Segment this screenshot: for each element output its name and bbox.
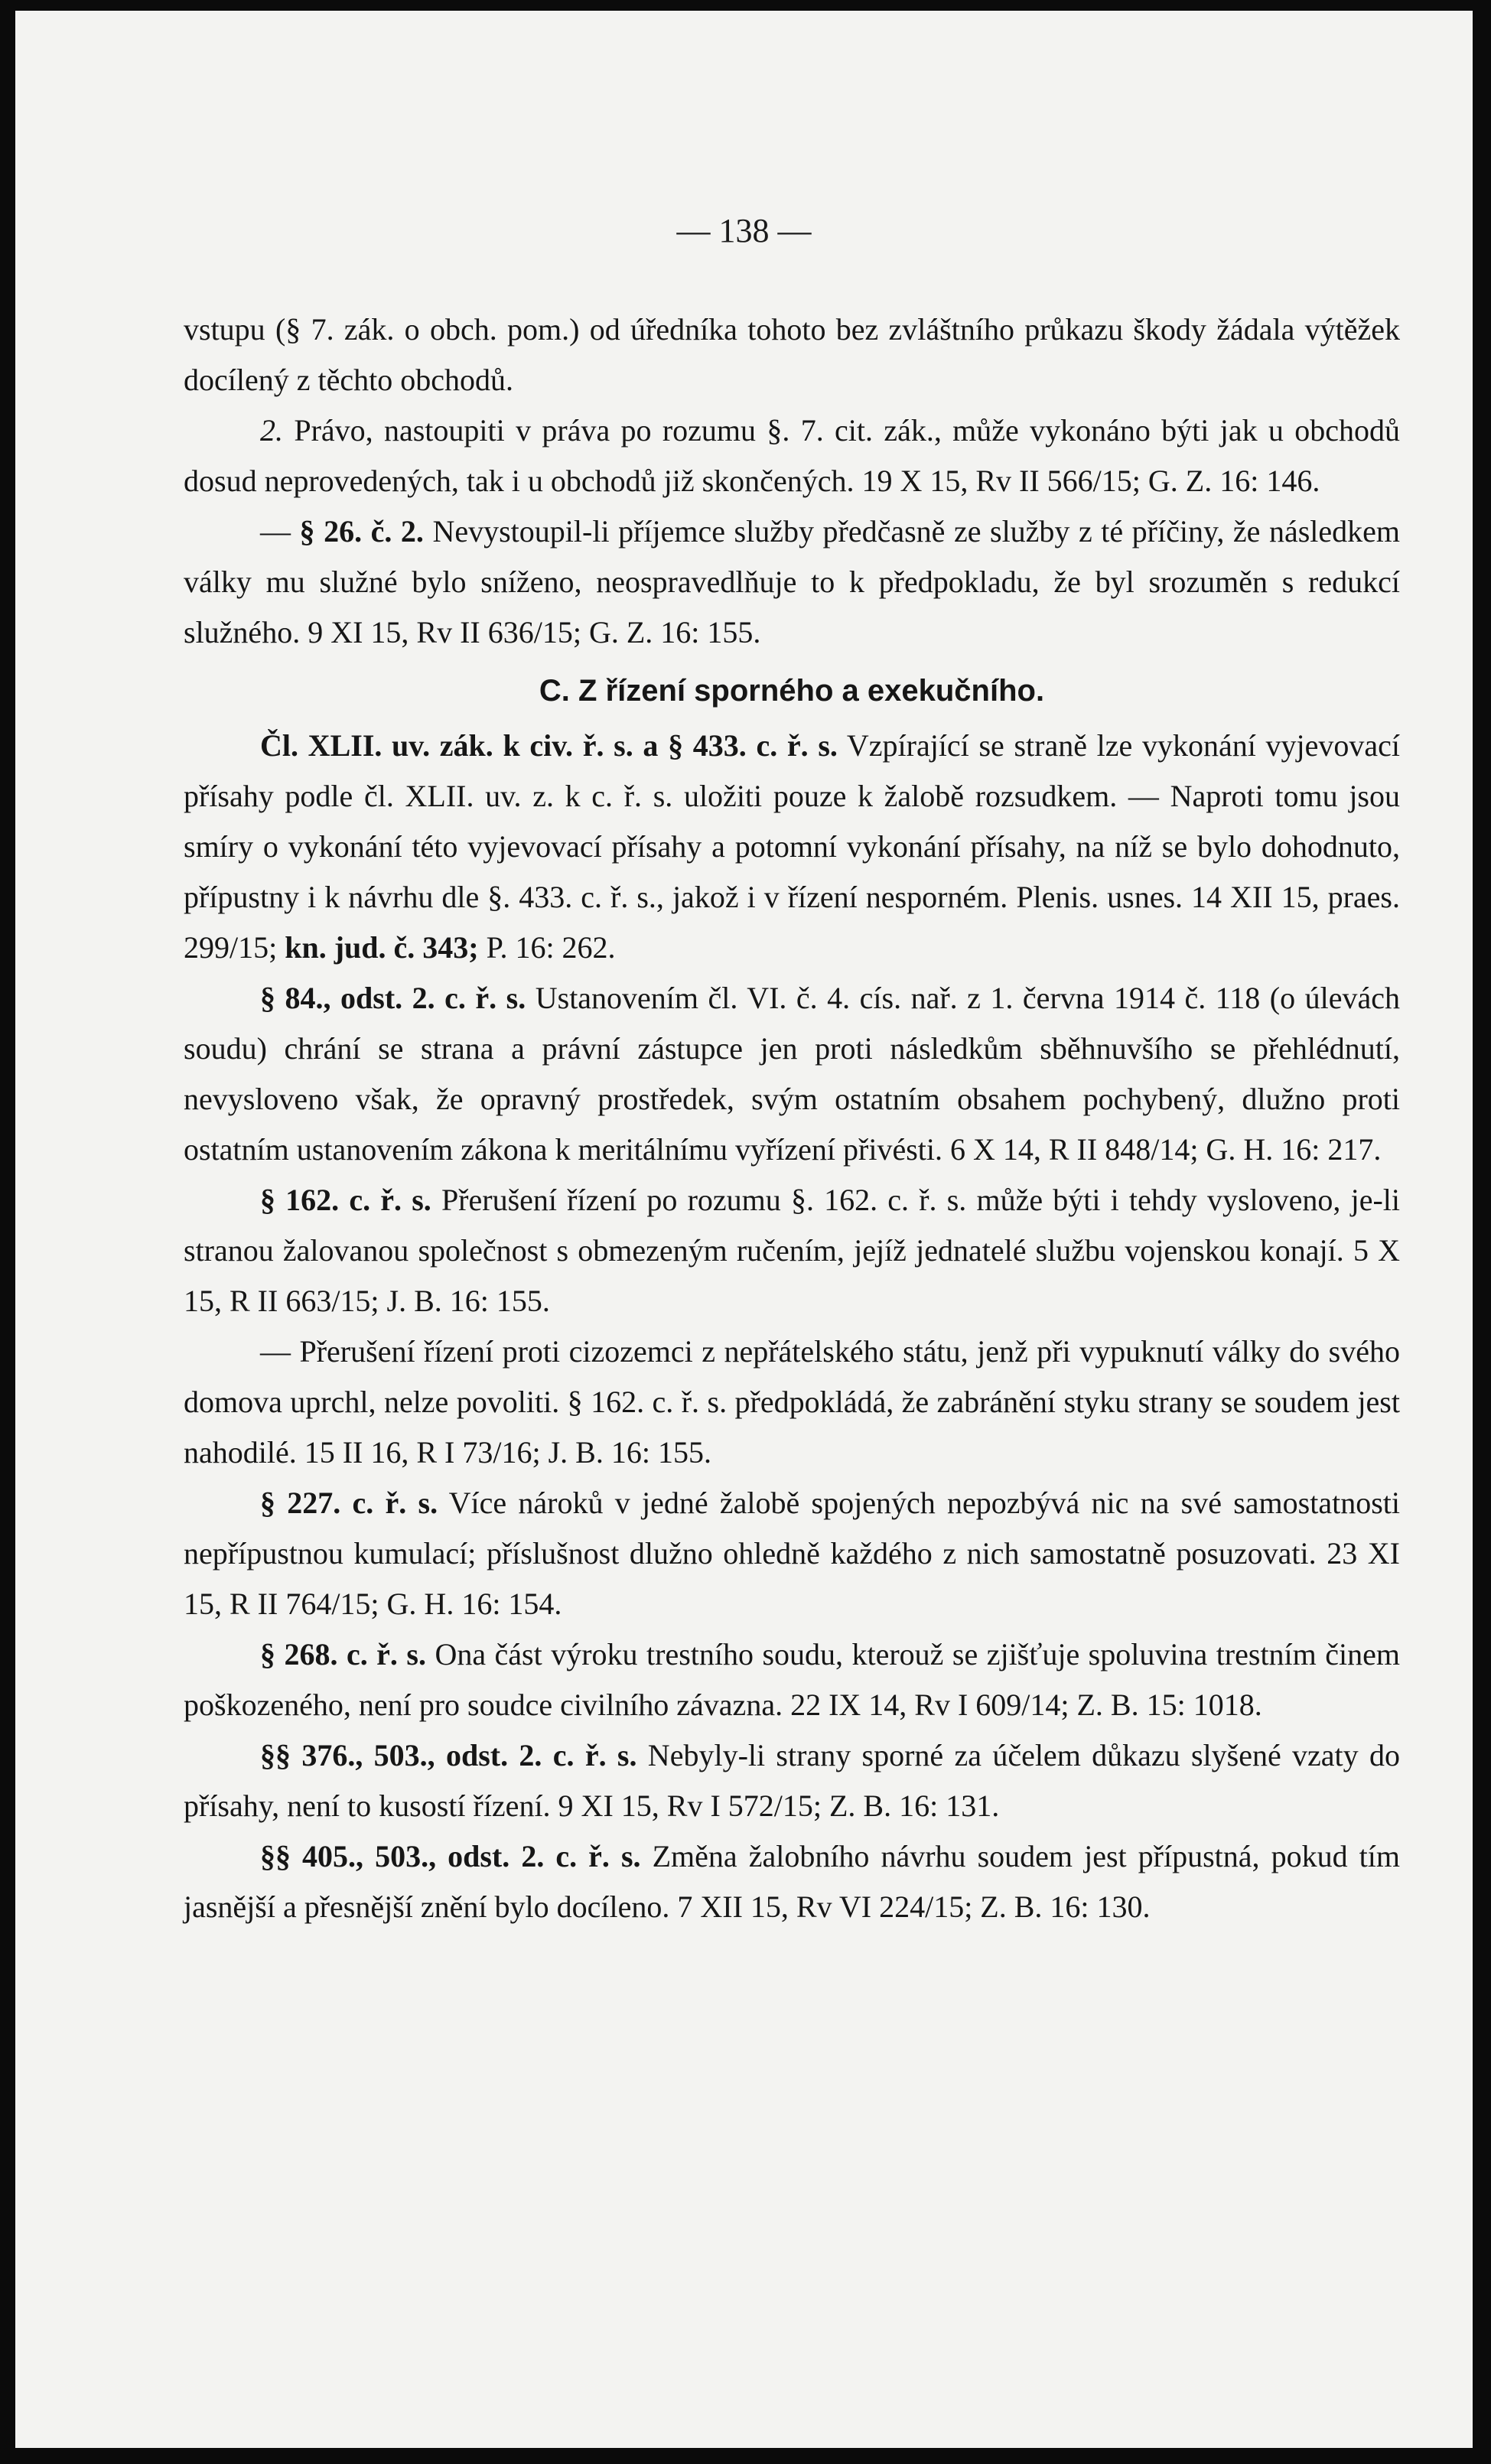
- entry-text: Ustanovením čl. VI. č. 4. cís. nař. z 1. června 1914 č. 118 (o úlevách soudu) chrání se strana a právní zástupce jen proti následkům sběhnuvšího se přehlédnutí, nevysloveno však, že opravný prostředek, svým ostatním obsahem pochybený, dlužno proti ostatním ustanovením zákona k meritálnímu vyřízení přivésti. 6 X 14, R II 848/14; G. H. 16: 217.: [184, 981, 1400, 1167]
- paragraph: [184, 304, 1400, 405]
- entry-text: Změna žalobního návrhu soudem jest přípustná, pokud tím jasnější a přesnější znění bylo docíleno. 7 XII 15, Rv VI 224/15; Z. B. 16: 130.: [184, 1839, 1400, 1924]
- section-reference: § 227. c. ř. s.: [260, 1486, 438, 1520]
- page-number: — 138 —: [676, 212, 812, 249]
- book-page: [15, 11, 1473, 2448]
- entry: [184, 1175, 1400, 1326]
- entry-text: Více nároků v jedné žalobě spojených nepozbývá nic na své samostatnosti nepřípustnou kumulací; příslušnost dlužno ohledně každého z nich samostatně posuzovati. 23 XI 15, R II 764/15; G. H. 16: 154.: [184, 1486, 1400, 1621]
- entry-text: Vzpírající se straně lze vykonání vyjevovací přísahy podle čl. XLII. uv. z. k c. ř. s. uložiti pouze k žalobě rozsudkem. — Naproti tomu jsou smíry o vykonání této vyjevovací přísahy a potomní vykonání přísahy, na níž se bylo dohodnuto, přípustny i k návrhu dle §. 433. c. ř. s., jakož i v řízení nesporném. Plenis. usnes. 14 XII 15, praes. 299/15;: [184, 728, 1400, 965]
- entry-text: — Přerušení řízení proti cizozemci z nepřátelského státu, jenž při vypuknutí války do svého domova uprchl, nelze povoliti. § 162. c. ř. s. předpokládá, že zabránění styku strany se soudem jest nahodilé. 15 II 16, R I 73/16; J. B. 16: 155.: [184, 1334, 1400, 1470]
- entry-text: Nebyly-li strany sporné za účelem důkazu slyšené vzaty do přísahy, není to kusostí řízení. 9 XI 15, Rv I 572/15; Z. B. 16: 131.: [184, 1738, 1400, 1823]
- section-reference: Čl. XLII. uv. zák. k civ. ř. s. a § 433. c. ř. s.: [260, 728, 838, 763]
- section-reference: § 84., odst. 2. c. ř. s.: [260, 981, 526, 1015]
- paragraph-text: vstupu (§ 7. zák. o obch. pom.) od úředníka tohoto bez zvláštního průkazu škody žádala výtěžek docílený z těchto obchodů.: [184, 312, 1400, 397]
- citation: P. 16: 262.: [478, 930, 616, 965]
- entry: [184, 1629, 1400, 1730]
- entry: [184, 1478, 1400, 1629]
- paragraph: [184, 506, 1400, 658]
- entry: [184, 973, 1400, 1175]
- paragraph: [184, 405, 1400, 506]
- entry: [184, 1326, 1400, 1478]
- paragraph-text: Nevystoupil-li příjemce služby předčasně ze služby z té příčiny, že následkem války mu služné bylo sníženo, neospravedlňuje to k předpokladu, že byl srozuměn s redukcí služného. 9 XI 15, Rv II 636/15; G. Z. 16: 155.: [184, 514, 1401, 649]
- dash: —: [260, 514, 300, 548]
- section-heading: C. Z řízení sporného a exekučního.: [539, 674, 1045, 708]
- entry-text: Přerušení řízení po rozumu §. 162. c. ř. s. může býti i tehdy vysloveno, je-li stranou žalovanou společnost s obmezeným ručením, jejíž jednatelé službu vojenskou konají. 5 X 15, R II 663/15; J. B. 16: 155.: [184, 1183, 1400, 1318]
- section-reference: § 268. c. ř. s.: [260, 1637, 426, 1671]
- paragraph-number: 2.: [260, 413, 283, 448]
- section-reference: §§ 405., 503., odst. 2. c. ř. s.: [260, 1839, 641, 1873]
- page-body: [184, 304, 1400, 1932]
- paragraph-text: Právo, nastoupiti v práva po rozumu §. 7. cit. zák., může vykonáno býti jak u obchodů dosud neprovedených, tak i u obchodů již skončených. 19 X 15, Rv II 566/15; G. Z. 16: 146.: [184, 413, 1400, 498]
- citation-bold: kn. jud. č. 343;: [285, 930, 479, 965]
- section-reference: § 162. c. ř. s.: [260, 1183, 431, 1217]
- section-reference: § 26. č. 2.: [299, 514, 424, 548]
- entry: [184, 1831, 1400, 1932]
- entry: [184, 721, 1400, 973]
- entry: [184, 1730, 1400, 1831]
- section-reference: §§ 376., 503., odst. 2. c. ř. s.: [260, 1738, 637, 1772]
- entry-text: Ona část výroku trestního soudu, kterouž se zjišťuje spoluvina trestním činem poškozeného, není pro soudce civilního závazna. 22 IX 14, Rv I 609/14; Z. B. 15: 1018.: [184, 1637, 1400, 1722]
